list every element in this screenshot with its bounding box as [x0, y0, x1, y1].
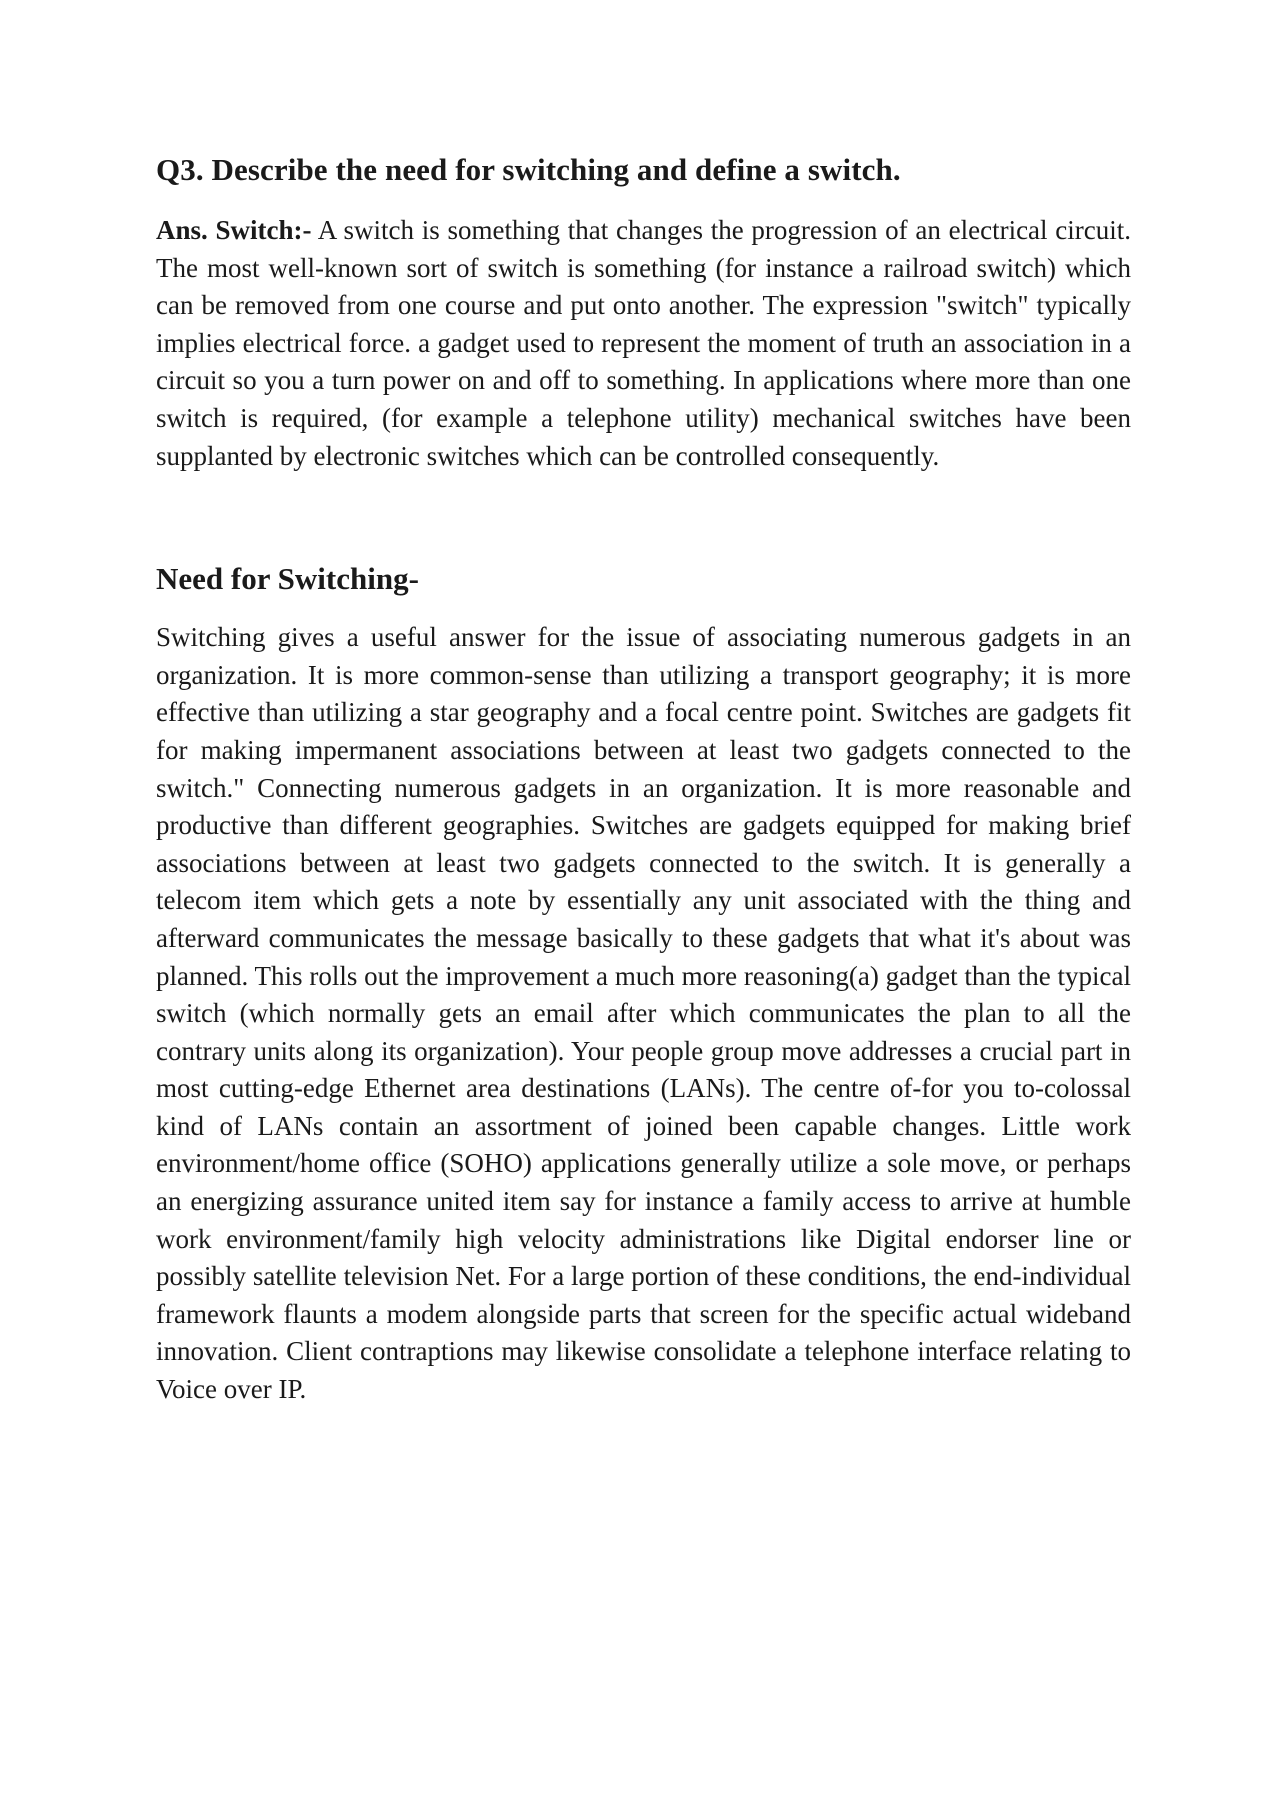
answer-lead-label: Ans. Switch:- [156, 215, 312, 245]
answer-paragraph [156, 212, 1131, 475]
document-page [156, 150, 1131, 1409]
question-title: Q3. Describe the need for switching and define a switch. [156, 152, 901, 187]
need-for-switching-heading: Need for Switching- [156, 561, 419, 597]
answer-text: A switch is something that changes the progression of an electrical circuit. The most well-known sort of switch is something (for instance a railroad switch) which can be removed from one course and put onto another. The expression "switch" typically implies electrical force. a gadget used to represent the moment of truth an association in a circuit so you a turn power on and off to something. In applications where more than one switch is required, (for example a telephone utility) mechanical switches have been supplanted by electronic switches which can be controlled consequently. [156, 215, 1131, 471]
need-for-switching-paragraph: Switching gives a useful answer for the issue of associating numerous gadgets in an organization. It is more common-sense than utilizing a transport geography; it is more effective than utilizing a star geography and a focal centre point. Switches are gadgets fit for making impermanent associations between at least two gadgets connected to the switch." Connecting numerous gadgets in an organization. It is more reasonable and productive than different geographies. Switches are gadgets equipped for making brief associations between at least two gadgets connected to the switch. It is generally a telecom item which gets a note by essentially any unit associated with the thing and afterward communicates the message basically to these gadgets that what it's about was planned. This rolls out the improvement a much more reasoning(a) gadget than the typical switch (which normally gets an email after which communicates the plan to all the contrary units along its organization). Your people group move addresses a crucial part in most cutting-edge Ethernet area destinations (LANs). The centre of-for you to-colossal kind of LANs contain an assortment of joined been capable changes. Little work environment/home office (SOHO) applications generally utilize a sole move, or perhaps an energizing assurance united item say for instance a family access to arrive at humble work environment/family high velocity administrations like Digital endorser line or possibly satellite television Net. For a large portion of these conditions, the end-individual framework flaunts a modem alongside parts that screen for the specific actual wideband innovation. Client contraptions may likewise consolidate a telephone interface relating to Voice over IP. [156, 622, 1131, 1405]
